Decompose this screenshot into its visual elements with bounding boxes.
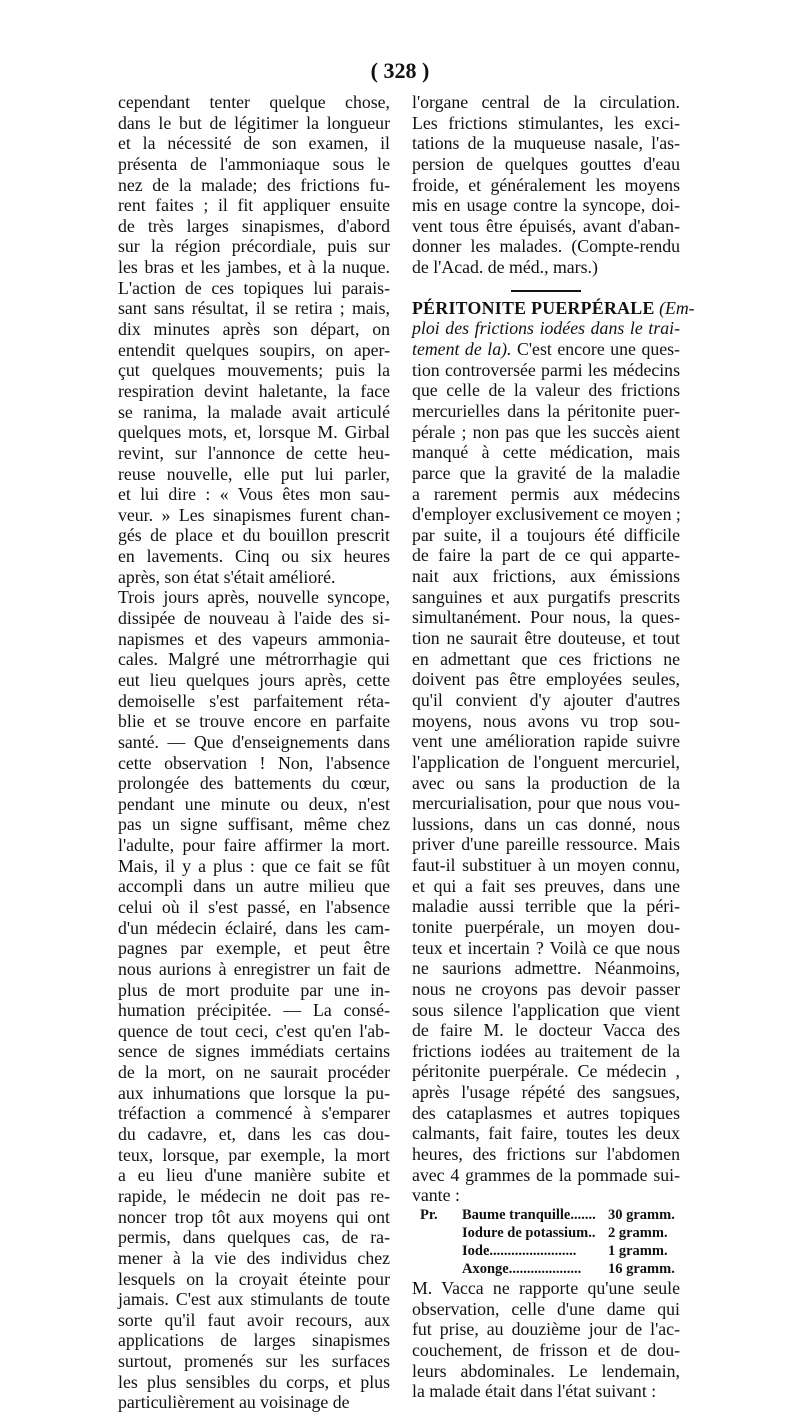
section-title: PÉRITONITE PUERPÉRALE [412,297,655,318]
text-line: les plus sensibles du corps, et plus [118,1371,390,1392]
recipe-ingredient: Iodure de potassium.. [462,1224,596,1241]
text-line: sence de signes immédiats certains [118,1041,390,1062]
text-line: mis en usage contre la syncope, doi- [412,195,680,216]
text-line: mercurielles dans la péritonite puer- [412,400,680,421]
text-line: sur la région précordiale, puis sur [118,236,390,257]
text-line: mener à la vie des individus chez [118,1247,390,1268]
text-line: sorte qu'il faut avoir recours, aux [118,1309,390,1330]
text-line: l'organe central de la circulation. [412,92,680,112]
section-subtitle-line: ploi des frictions iodées dans le trai- [412,318,680,339]
text-line: pendant une minute ou deux, n'est [118,793,390,814]
text-line: santé. — Que d'enseignements dans [118,731,390,752]
text-line: mercurialisation, pour que nous vou- [412,793,680,814]
text-line: présenta de l'ammoniaque sous le [118,153,390,174]
text-line: de l'Acad. de méd., mars.) [412,257,598,278]
recipe-ingredient: Axonge.................... [462,1260,582,1277]
text-line: tréfaction a commencé à s'emparer [118,1103,390,1124]
text-line: et qui a fait ses preuves, dans une [412,875,680,896]
text-line: humation précipitée. — La consé- [118,1000,390,1021]
section-subtitle-open: (Em- [659,297,695,318]
text-line: teux, lorsque, par exemple, la mort [118,1144,390,1165]
text-line: l'adulte, pour faire affirmer la mort. [118,835,390,856]
recipe-quantity: 16 gramm. [608,1260,675,1277]
text-line: couchement, de frisson et de dou- [412,1339,680,1360]
text-line: parce que la gravité de la maladie [412,462,680,483]
text-line: pas un signe suffisant, même chez [118,814,390,835]
text-line: applications de larges sinapismes [118,1330,390,1351]
text-line: prolongée des battements du cœur, [118,773,390,794]
text-line: dissipée de nouveau à l'aide des si- [118,608,390,629]
text-line: pérale ; non pas que les succès aient [412,421,680,442]
right-column [412,92,695,1402]
text-line: persion de quelques gouttes d'eau [412,153,680,174]
text-line: Mais, il y a plus : que ce fait se fût [118,855,390,876]
recipe-row [420,1206,680,1224]
text-line: fut prise, au douzième jour de l'ac- [412,1319,680,1340]
text-line: d'employer exclusivement ce moyen ; [412,504,681,525]
text-line: M. Vacca ne rapporte qu'une seule [412,1277,680,1298]
text-line: pagnes par exemple, et peut être [118,938,390,959]
text-line: plus de mort produite par une in- [118,979,390,1000]
text-line: d'un médecin éclairé, dans les cam- [118,917,390,938]
text-line: a eu lieu d'une manière subite et [118,1165,390,1186]
text-line: péritonite puerpérale. Ce médecin , [412,1061,680,1082]
text-line: avec 4 grammes de la pommade sui- [412,1164,680,1185]
text-line: observation, celle d'une dame qui [412,1298,680,1319]
text-line: çut quelques mouvements; puis la [118,360,390,381]
recipe [420,1206,680,1278]
text-line: qu'il convient d'y ajouter d'autres [412,689,680,710]
text-line: cette observation ! Non, l'absence [118,752,390,773]
text-line: sous silence l'application que vient [412,999,680,1020]
text-line: noncer trop tôt aux moyens qui ont [118,1206,390,1227]
text-line: L'action de ces topiques lui parais- [118,277,390,298]
text-line: sanguines et aux purgatifs prescrits [412,586,680,607]
text-line: et la nécessité de son examen, il [118,133,390,154]
text-line: aux inhumations que lorsque la pu- [118,1082,390,1103]
text-line: napismes et des vapeurs ammonia- [118,628,390,649]
text-line: eut lieu quelques jours après, cette [118,669,390,690]
text-line: du cadavre, et, dans les cas dou- [118,1124,390,1145]
text-line: maladie aussi terrible que la péri- [412,896,680,917]
text-line: blie et se trouve encore en parfaite [118,711,390,732]
text-line: tion controversée parmi les médecins [412,359,680,380]
text-line: teux et incertain ? Voilà ce que nous [412,937,680,958]
text-line: lussions, dans un cas donné, nous [412,813,680,834]
recipe-quantity: 30 gramm. [608,1206,675,1223]
text-line: reuse nouvelle, elle put lui parler, [118,463,390,484]
text-line: doivent pas être employées seules, [412,669,680,690]
text-line: dix minutes après son départ, on [118,319,390,340]
text-line: permis, dans quelques cas, de ra- [118,1227,390,1248]
text-line: vent tous être épuisés, avant d'aban- [412,215,680,236]
text-line: manqué à cette médication, mais [412,442,680,463]
text-line: a rarement permis aux médecins [412,483,680,504]
text-line: revint, sur l'annonce de cette heu- [118,442,390,463]
text-line: la malade était dans l'état suivant : [412,1381,657,1402]
text-line: ne saurions admettre. Néanmoins, [412,958,680,979]
text-line: entendit quelques soupirs, on aper- [118,339,390,360]
text-line: des cataplasmes et autres topiques [412,1102,680,1123]
text-line: tonite puerpérale, un moyen dou- [412,916,680,937]
text-line: quelques mots, et, lorsque M. Girbal [118,422,390,443]
right-column-end [412,1278,680,1402]
text-line: demoiselle s'est parfaitement réta- [118,690,390,711]
text-line: calmants, fait faire, toutes les deux [412,1123,680,1144]
recipe-prefix: Pr. [420,1206,438,1223]
text-line: heures, des frictions sur l'abdomen [412,1144,680,1165]
text-line: avec ou sans la production de la [412,772,680,793]
text-line: après, son état s'était amélioré. [118,566,336,587]
text-line: de la mort, on ne saurait procéder [118,1062,390,1083]
text-line: Les frictions stimulantes, les exci- [412,112,680,133]
text-line: vante : [412,1185,460,1206]
text-line: froide, et généralement les moyens [412,174,680,195]
text-line: en lavements. Cinq ou six heures [118,546,390,567]
right-column-body [412,360,680,1206]
text-line: nous aurions à enregistrer un fait de [118,958,390,979]
text-line: nez de la malade; des frictions fu- [118,174,390,195]
text-line: se ranima, la malade avait articulé [118,401,390,422]
text-line: tion ne saurait être douteuse, et tout [412,628,680,649]
page-number: ( 328 ) [370,58,430,83]
section-subtitle-end-line: tement de la). C'est encore une ques- [412,339,680,360]
text-line: surtout, promenés sur les surfaces [118,1351,390,1372]
text-line: de faire la part de ce qui apparte- [412,545,680,566]
text-line: de très larges sinapismes, d'abord [118,215,390,236]
recipe-quantity: 2 gramm. [608,1224,668,1241]
text-line: veur. » Les sinapismes furent chan- [118,504,390,525]
left-column [118,92,390,1413]
text-line: en admettant que ces frictions ne [412,648,680,669]
section-heading [412,297,695,319]
recipe-row [420,1242,680,1260]
text-line: nait aux frictions, aux émissions [412,566,680,587]
text-line: nous ne croyons pas devoir passer [412,978,680,999]
text-line: dans le but de légitimer la longueur [118,112,390,133]
text-line: celui où il s'est passé, en l'absence [118,896,390,917]
recipe-row [420,1260,680,1278]
recipe-ingredient: Baume tranquille....... [462,1206,596,1223]
text-line: respiration devint haletante, la face [118,380,390,401]
text-line: lesquels on la croyait éteinte pour [118,1268,390,1289]
text-line: jamais. C'est aux stimulants de toute [118,1289,390,1310]
text-line: et lui dire : « Vous êtes mon sau- [118,484,390,505]
recipe-prefix [420,1260,462,1278]
text-line: moyens, nous avons vu trop sou- [412,710,680,731]
text-line: par suite, il a toujours été difficile [412,524,680,545]
text-line: rapide, le médecin ne doit pas re- [118,1185,390,1206]
text-line: rent faites ; il fit appliquer ensuite [118,195,390,216]
text-line: priver d'une pareille ressource. Mais [412,834,680,855]
text-line: sant sans résultat, il se retira ; mais, [118,298,390,319]
text-line: l'application de l'onguent mercuriel, [412,751,680,772]
text-line: leurs abdominales. Le lendemain, [412,1360,680,1381]
text-line: quence de tout ceci, c'est qu'en l'ab- [118,1020,390,1041]
text-line: de faire M. le docteur Vacca des [412,1020,680,1041]
text-line: accompli dans un autre milieu que [118,876,390,897]
text-line: les bras et les jambes, et à la nuque. [118,257,390,278]
text-line: donner les malades. (Compte-rendu [412,236,680,257]
text-line: simultanément. Pour nous, la ques- [412,607,680,628]
text-line: particulièrement au voisinage de [118,1392,350,1413]
text-line: faut-il substituer à un moyen connu, [412,855,680,876]
recipe-prefix [420,1224,462,1242]
text-line: cales. Malgré une métrorrhagie qui [118,649,390,670]
text-line: Trois jours après, nouvelle syncope, [118,587,390,608]
text-line: après l'usage répété des sangsues, [412,1082,680,1103]
text-line: cependant tenter quelque chose, [118,92,390,112]
text-line: vent une amélioration rapide suivre [412,731,680,752]
recipe-row [420,1224,680,1242]
recipe-ingredient: Iode........................ [462,1242,577,1259]
right-column-intro [412,92,680,278]
text-line: gés de place et du bouillon prescrit [118,525,390,546]
recipe-quantity: 1 gramm. [608,1242,668,1259]
text-line: tations de la muqueuse nasale, l'as- [412,133,680,154]
text-line: que celle de la valeur des frictions [412,380,680,401]
text-line: frictions iodées au traitement de la [412,1040,680,1061]
recipe-prefix [420,1242,462,1260]
